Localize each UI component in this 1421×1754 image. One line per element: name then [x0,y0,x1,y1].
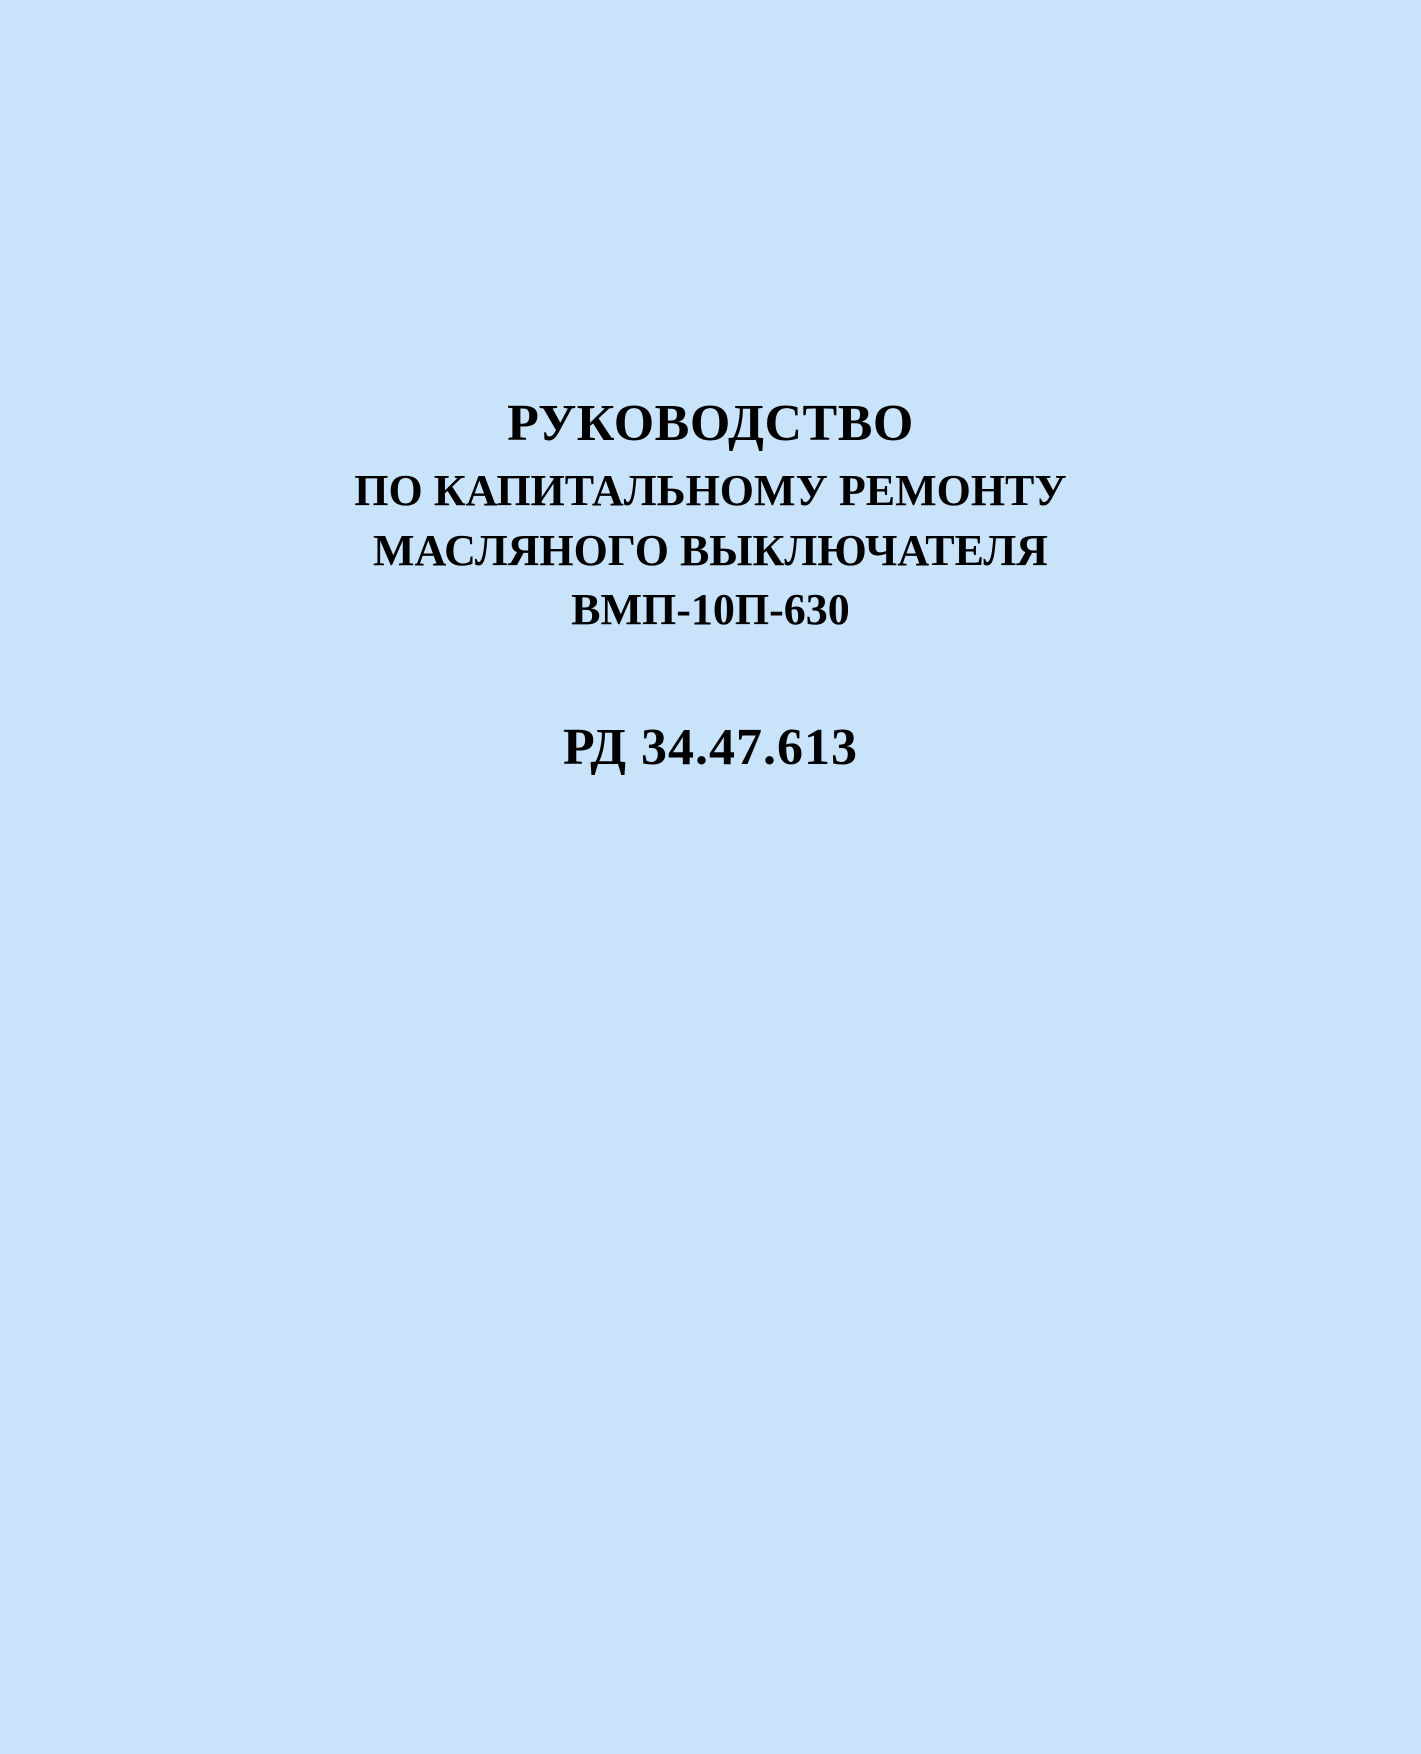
page-title: РУКОВОДСТВО [507,395,914,452]
cover-subtitle-line-3: ВМП-10П-630 [571,585,850,635]
document-code: РД 34.47.613 [563,719,858,776]
cover-title-block [0,395,1421,639]
cover-subtitle [0,453,1421,639]
cover-subtitle-line-1: ПО КАПИТАЛЬНОМУ РЕМОНТУ [354,466,1067,516]
cover-subtitle-line-2: МАСЛЯНОГО ВЫКЛЮЧАТЕЛЯ [373,525,1048,575]
